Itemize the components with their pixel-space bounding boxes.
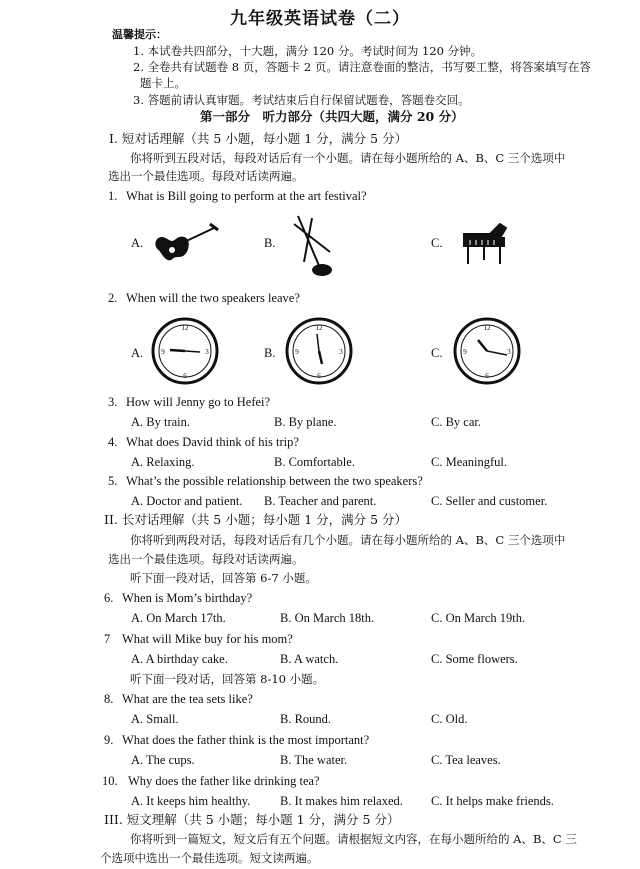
q8-text: What are the tea sets like?	[122, 692, 253, 706]
q7-number: 7	[104, 632, 111, 646]
svg-text:3: 3	[339, 348, 343, 356]
section-1-instr-1: 你将听到五段对话，每段对话后有一个小题。请在每小题所给的 A、B、C 三个选项中	[130, 151, 566, 165]
q3-text: How will Jenny go to Hefei?	[126, 395, 271, 409]
q6-option-c: C. On March 19th.	[431, 611, 526, 625]
q1-text: What is Bill going to perform at the art festival?	[126, 189, 367, 203]
q8-option-a: A. Small.	[131, 712, 179, 726]
exam-title: 九年级英语试卷（二）	[230, 9, 410, 29]
listen-note-8-10: 听下面一段对话，回答第 8-10 小题。	[130, 672, 325, 686]
section-3-instr-2: 个选项中选出一个最佳选项。短文读两遍。	[100, 851, 319, 865]
q4-option-b: B. Comfortable.	[274, 455, 355, 469]
q4-number: 4.	[108, 435, 118, 449]
listen-note-6-7: 听下面一段对话，回答第 6-7 小题。	[130, 571, 317, 585]
q7-text: What will Mike buy for his mom?	[122, 632, 293, 646]
clock-icon	[284, 316, 354, 386]
clock-icon	[150, 316, 220, 386]
q9-option-b: B. The water.	[280, 753, 348, 767]
q6-number: 6.	[104, 591, 114, 605]
q6-option-a: A. On March 17th.	[131, 611, 226, 625]
q3-number: 3.	[108, 395, 118, 409]
tips-header: 温馨提示：	[112, 28, 167, 41]
svg-text:3: 3	[507, 348, 511, 356]
q8-number: 8.	[104, 692, 114, 706]
section-3-instr-1: 你将听到一篇短文，短文后有五个问题。请根据短文内容，在每小题所给的 A、B、C 三	[130, 832, 577, 846]
svg-text:9: 9	[463, 348, 467, 356]
svg-text:12: 12	[483, 324, 491, 332]
q4-option-a: A. Relaxing.	[131, 455, 195, 469]
svg-text:12: 12	[181, 324, 189, 332]
q5-text: What’s the possible relationship between the two speakers?	[126, 474, 423, 488]
q9-option-c: C. Tea leaves.	[431, 753, 501, 767]
section-2-instr-2: 选出一个最佳选项。每段对话读两遍。	[108, 552, 304, 566]
section-2-instr-1: 你将听到两段对话，每段对话后有几个小题。请在每小题所给的 A、B、C 三个选项中	[130, 533, 566, 547]
svg-text:6: 6	[317, 372, 321, 380]
guitar-icon	[150, 220, 220, 270]
q2-option-c: C.	[431, 346, 443, 360]
q6-text: When is Mom’s birthday?	[122, 591, 253, 605]
svg-text:9: 9	[295, 348, 299, 356]
svg-text:9: 9	[161, 348, 165, 356]
q7-option-b: B. A watch.	[280, 652, 339, 666]
q10-option-c: C. It helps make friends.	[431, 794, 554, 808]
erhu-icon	[290, 212, 340, 280]
q5-option-a: A. Doctor and patient.	[131, 494, 243, 508]
q9-option-a: A. The cups.	[131, 753, 195, 767]
q10-option-a: A. It keeps him healthy.	[131, 794, 251, 808]
q1-option-a: A.	[131, 236, 144, 250]
svg-text:12: 12	[315, 324, 323, 332]
part-one-heading: 第一部分 听力部分（共四大题，满分 20 分）	[200, 109, 464, 124]
q1-option-b: B.	[264, 236, 276, 250]
q5-option-c: C. Seller and customer.	[431, 494, 548, 508]
q10-text: Why does the father like drinking tea?	[128, 774, 320, 788]
q5-number: 5.	[108, 474, 118, 488]
q6-option-b: B. On March 18th.	[280, 611, 375, 625]
tip-2: 2. 全卷共有试题卷 8 页，答题卡 2 页。请注意卷面的整洁，书写要工整，将答案填写在答	[133, 60, 591, 74]
svg-text:6: 6	[183, 372, 187, 380]
q8-option-b: B. Round.	[280, 712, 332, 726]
tip-3: 3. 答题前请认真审题。考试结束后自行保留试题卷，答题卷交回。	[133, 93, 470, 107]
section-2-heading: II. 长对话理解（共 5 小题；每小题 1 分，满分 5 分）	[104, 512, 408, 527]
q2-option-a: A.	[131, 346, 144, 360]
q10-option-b: B. It makes him relaxed.	[280, 794, 403, 808]
q3-option-c: C. By car.	[431, 415, 481, 429]
q1-option-c: C.	[431, 236, 443, 250]
section-1-heading: I. 短对话理解（共 5 小题，每小题 1 分，满分 5 分）	[109, 131, 408, 146]
svg-text:3: 3	[205, 348, 209, 356]
q7-option-a: A. A birthday cake.	[131, 652, 228, 666]
tip-2-cont: 题卡上。	[140, 76, 186, 90]
section-3-heading: III. 短文理解（共 5 小题；每小题 1 分，满分 5 分）	[104, 812, 400, 827]
q7-option-c: C. Some flowers.	[431, 652, 518, 666]
q10-number: 10.	[102, 774, 118, 788]
q4-option-c: C. Meaningful.	[431, 455, 508, 469]
q2-number: 2.	[108, 291, 118, 305]
q9-text: What does the father think is the most important?	[122, 733, 370, 747]
q1-number: 1.	[108, 189, 118, 203]
svg-text:6: 6	[485, 372, 489, 380]
clock-icon	[452, 316, 522, 386]
q4-text: What does David think of his trip?	[126, 435, 299, 449]
section-1-instr-2: 选出一个最佳选项。每段对话读两遍。	[108, 169, 304, 183]
q2-option-b: B.	[264, 346, 276, 360]
q3-option-b: B. By plane.	[274, 415, 337, 429]
tip-1: 1. 本试卷共四部分，十大题，满分 120 分。考试时间为 120 分钟。	[133, 44, 483, 58]
q9-number: 9.	[104, 733, 114, 747]
q8-option-c: C. Old.	[431, 712, 468, 726]
piano-icon	[460, 220, 510, 270]
q2-text: When will the two speakers leave?	[126, 291, 300, 305]
q3-option-a: A. By train.	[131, 415, 191, 429]
q5-option-b: B. Teacher and parent.	[264, 494, 377, 508]
